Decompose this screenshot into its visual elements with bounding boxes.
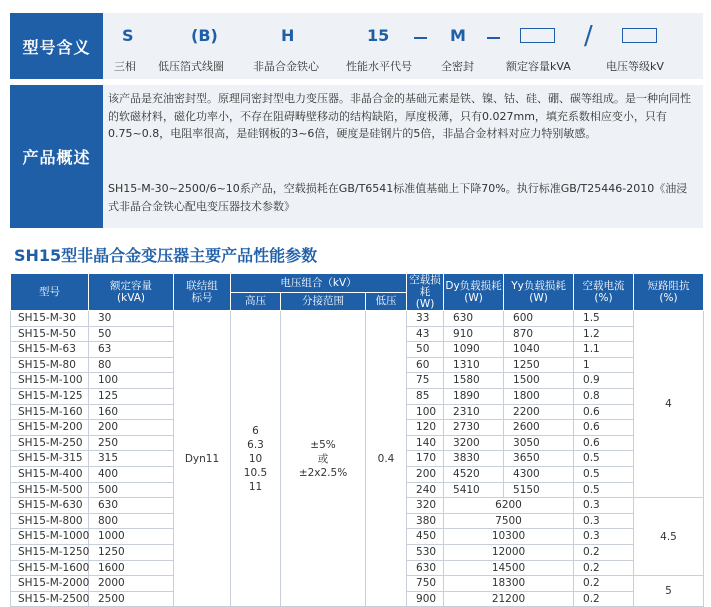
- dash-separator: [414, 37, 427, 39]
- header-dy: Dy负载损耗 (W): [444, 274, 504, 311]
- parameter-table: [10, 273, 704, 607]
- cell-capacity: 2500: [89, 591, 174, 607]
- cell-noload: 380: [407, 513, 444, 529]
- cell-yy: 1800: [504, 388, 574, 404]
- cell-model: SH15-M-800: [11, 513, 89, 529]
- header-voltage: 电压组合（kV）: [231, 274, 407, 293]
- cell-current: 0.3: [574, 498, 634, 514]
- cell-noload: 450: [407, 529, 444, 545]
- cell-load: 18300: [444, 576, 574, 592]
- cell-group: Dyn11: [174, 311, 231, 607]
- header-capacity: 额定容量 (kVA): [89, 274, 174, 311]
- cell-model: SH15-M-50: [11, 326, 89, 342]
- cell-dy: 1310: [444, 357, 504, 373]
- overview-standard-paragraph: SH15-M-30~2500/6~10系产品，空载损耗在GB/T6541标准值基础上下降70%。执行标准GB/T25446-2010《油浸式非晶合金铁心配电变压器技术参数》: [108, 182, 688, 213]
- cell-noload: 170: [407, 451, 444, 467]
- cell-capacity: 315: [89, 451, 174, 467]
- cell-current: 0.5: [574, 482, 634, 498]
- cell-load: 12000: [444, 544, 574, 560]
- cell-yy: 870: [504, 326, 574, 342]
- cell-model: SH15-M-200: [11, 420, 89, 436]
- header-lv: 低压: [366, 292, 407, 311]
- cell-lv: 0.4: [366, 311, 407, 607]
- code-h: H: [281, 26, 295, 45]
- cell-yy: 3050: [504, 435, 574, 451]
- cell-dy: 1090: [444, 342, 504, 358]
- caption-performance: 性能水平代号: [346, 60, 412, 73]
- cell-dy: 2730: [444, 420, 504, 436]
- cell-noload: 120: [407, 420, 444, 436]
- header-hv: 高压: [231, 292, 281, 311]
- cell-yy: 4300: [504, 466, 574, 482]
- cell-model: SH15-M-315: [11, 451, 89, 467]
- cell-noload: 60: [407, 357, 444, 373]
- cell-yy: 3650: [504, 451, 574, 467]
- cell-noload: 900: [407, 591, 444, 607]
- cell-load: 7500: [444, 513, 574, 529]
- cell-capacity: 63: [89, 342, 174, 358]
- cell-current: 0.2: [574, 576, 634, 592]
- cell-impedance: 4: [634, 311, 704, 498]
- cell-dy: 2310: [444, 404, 504, 420]
- cell-model: SH15-M-1250: [11, 544, 89, 560]
- cell-model: SH15-M-500: [11, 482, 89, 498]
- cell-yy: 2600: [504, 420, 574, 436]
- cell-capacity: 125: [89, 388, 174, 404]
- cell-current: 0.6: [574, 435, 634, 451]
- capacity-placeholder-box: [520, 28, 555, 43]
- model-meaning-section: [10, 13, 703, 79]
- cell-model: SH15-M-100: [11, 373, 89, 389]
- header-current: 空载电流 (%): [574, 274, 634, 311]
- cell-model: SH15-M-1600: [11, 560, 89, 576]
- cell-noload: 33: [407, 311, 444, 327]
- caption-coil: 低压箔式线圈: [158, 60, 224, 73]
- cell-capacity: 630: [89, 498, 174, 514]
- model-meaning-label: 型号含义: [10, 13, 103, 79]
- header-model: 型号: [11, 274, 89, 311]
- cell-dy: 3200: [444, 435, 504, 451]
- code-15: 15: [367, 26, 390, 45]
- cell-yy: 1040: [504, 342, 574, 358]
- cell-current: 1.1: [574, 342, 634, 358]
- cell-impedance: 4.5: [634, 498, 704, 576]
- cell-model: SH15-M-1000: [11, 529, 89, 545]
- code-s: S: [122, 26, 134, 45]
- cell-model: SH15-M-80: [11, 357, 89, 373]
- cell-capacity: 50: [89, 326, 174, 342]
- cell-capacity: 1600: [89, 560, 174, 576]
- cell-capacity: 800: [89, 513, 174, 529]
- cell-noload: 100: [407, 404, 444, 420]
- caption-voltage: 电压等级kV: [606, 60, 664, 73]
- cell-current: 0.3: [574, 513, 634, 529]
- cell-model: SH15-M-630: [11, 498, 89, 514]
- cell-noload: 630: [407, 560, 444, 576]
- cell-noload: 140: [407, 435, 444, 451]
- dash-separator: [487, 37, 500, 39]
- cell-capacity: 1000: [89, 529, 174, 545]
- slash-separator: /: [584, 21, 593, 51]
- cell-current: 0.2: [574, 560, 634, 576]
- cell-model: SH15-M-160: [11, 404, 89, 420]
- cell-current: 0.3: [574, 529, 634, 545]
- cell-current: 0.2: [574, 544, 634, 560]
- cell-dy: 4520: [444, 466, 504, 482]
- cell-load: 21200: [444, 591, 574, 607]
- cell-capacity: 80: [89, 357, 174, 373]
- cell-dy: 3830: [444, 451, 504, 467]
- cell-noload: 43: [407, 326, 444, 342]
- cell-hv: 6 6.3 10 10.5 11: [231, 311, 281, 607]
- code-m: M: [450, 26, 466, 45]
- cell-yy: 1250: [504, 357, 574, 373]
- cell-dy: 910: [444, 326, 504, 342]
- cell-capacity: 250: [89, 435, 174, 451]
- cell-capacity: 2000: [89, 576, 174, 592]
- cell-noload: 85: [407, 388, 444, 404]
- cell-current: 0.5: [574, 466, 634, 482]
- cell-model: SH15-M-2500: [11, 591, 89, 607]
- cell-yy: 2200: [504, 404, 574, 420]
- cell-model: SH15-M-30: [11, 311, 89, 327]
- cell-capacity: 1250: [89, 544, 174, 560]
- cell-yy: 5150: [504, 482, 574, 498]
- cell-current: 0.5: [574, 451, 634, 467]
- cell-current: 1.5: [574, 311, 634, 327]
- cell-current: 1.2: [574, 326, 634, 342]
- cell-current: 0.8: [574, 388, 634, 404]
- cell-noload: 750: [407, 576, 444, 592]
- caption-sealed: 全密封: [441, 60, 474, 73]
- cell-noload: 75: [407, 373, 444, 389]
- cell-dy: 630: [444, 311, 504, 327]
- code-b: (B): [191, 26, 218, 45]
- header-tap: 分接范围: [281, 292, 366, 311]
- cell-capacity: 30: [89, 311, 174, 327]
- header-yy: Yy负载损耗 (W): [504, 274, 574, 311]
- cell-load: 10300: [444, 529, 574, 545]
- header-impedance: 短路阻抗 (%): [634, 274, 704, 311]
- cell-current: 0.6: [574, 420, 634, 436]
- cell-capacity: 500: [89, 482, 174, 498]
- cell-impedance: 5: [634, 576, 704, 607]
- cell-dy: 5410: [444, 482, 504, 498]
- cell-model: SH15-M-63: [11, 342, 89, 358]
- cell-current: 0.9: [574, 373, 634, 389]
- table-title: SH15型非晶合金变压器主要产品性能参数: [14, 246, 318, 265]
- caption-capacity: 额定容量kVA: [506, 60, 571, 73]
- cell-noload: 240: [407, 482, 444, 498]
- cell-noload: 50: [407, 342, 444, 358]
- caption-core: 非晶合金铁心: [253, 60, 319, 73]
- cell-dy: 1580: [444, 373, 504, 389]
- cell-dy: 1890: [444, 388, 504, 404]
- caption-phase: 三相: [114, 60, 136, 73]
- cell-current: 0.2: [574, 591, 634, 607]
- cell-current: 0.6: [574, 404, 634, 420]
- cell-load: 6200: [444, 498, 574, 514]
- table-row: [11, 311, 704, 327]
- cell-load: 14500: [444, 560, 574, 576]
- cell-yy: 600: [504, 311, 574, 327]
- cell-noload: 530: [407, 544, 444, 560]
- voltage-placeholder-box: [622, 28, 657, 43]
- cell-noload: 200: [407, 466, 444, 482]
- cell-model: SH15-M-2000: [11, 576, 89, 592]
- cell-capacity: 200: [89, 420, 174, 436]
- cell-model: SH15-M-125: [11, 388, 89, 404]
- cell-model: SH15-M-250: [11, 435, 89, 451]
- cell-tap: ±5% 或 ±2x2.5%: [281, 311, 366, 607]
- cell-capacity: 400: [89, 466, 174, 482]
- overview-paragraph: 该产品是充油密封型。原理同密封型电力变压器。非晶合金的基础元素是铁、镍、钴、硅、硼、碳等组成。是一种向同性的软磁材料，磁化功率小，不存在阻碍畴壁移动的结构缺陷，厚度极薄，只有0.027mm，填充系数相应变小，只有0.75~0.8，电阻率很高，是硅钢板的3~6倍，硬度是硅钢片的5倍，非晶合金材料对应力特别敏感。: [108, 92, 691, 140]
- cell-yy: 1500: [504, 373, 574, 389]
- cell-capacity: 160: [89, 404, 174, 420]
- header-noload: 空载损耗 (W): [407, 274, 444, 311]
- cell-capacity: 100: [89, 373, 174, 389]
- product-overview-label: 产品概述: [10, 85, 103, 228]
- cell-model: SH15-M-400: [11, 466, 89, 482]
- product-overview-section: [10, 85, 703, 228]
- cell-noload: 320: [407, 498, 444, 514]
- cell-current: 1: [574, 357, 634, 373]
- header-group: 联结组 标号: [174, 274, 231, 311]
